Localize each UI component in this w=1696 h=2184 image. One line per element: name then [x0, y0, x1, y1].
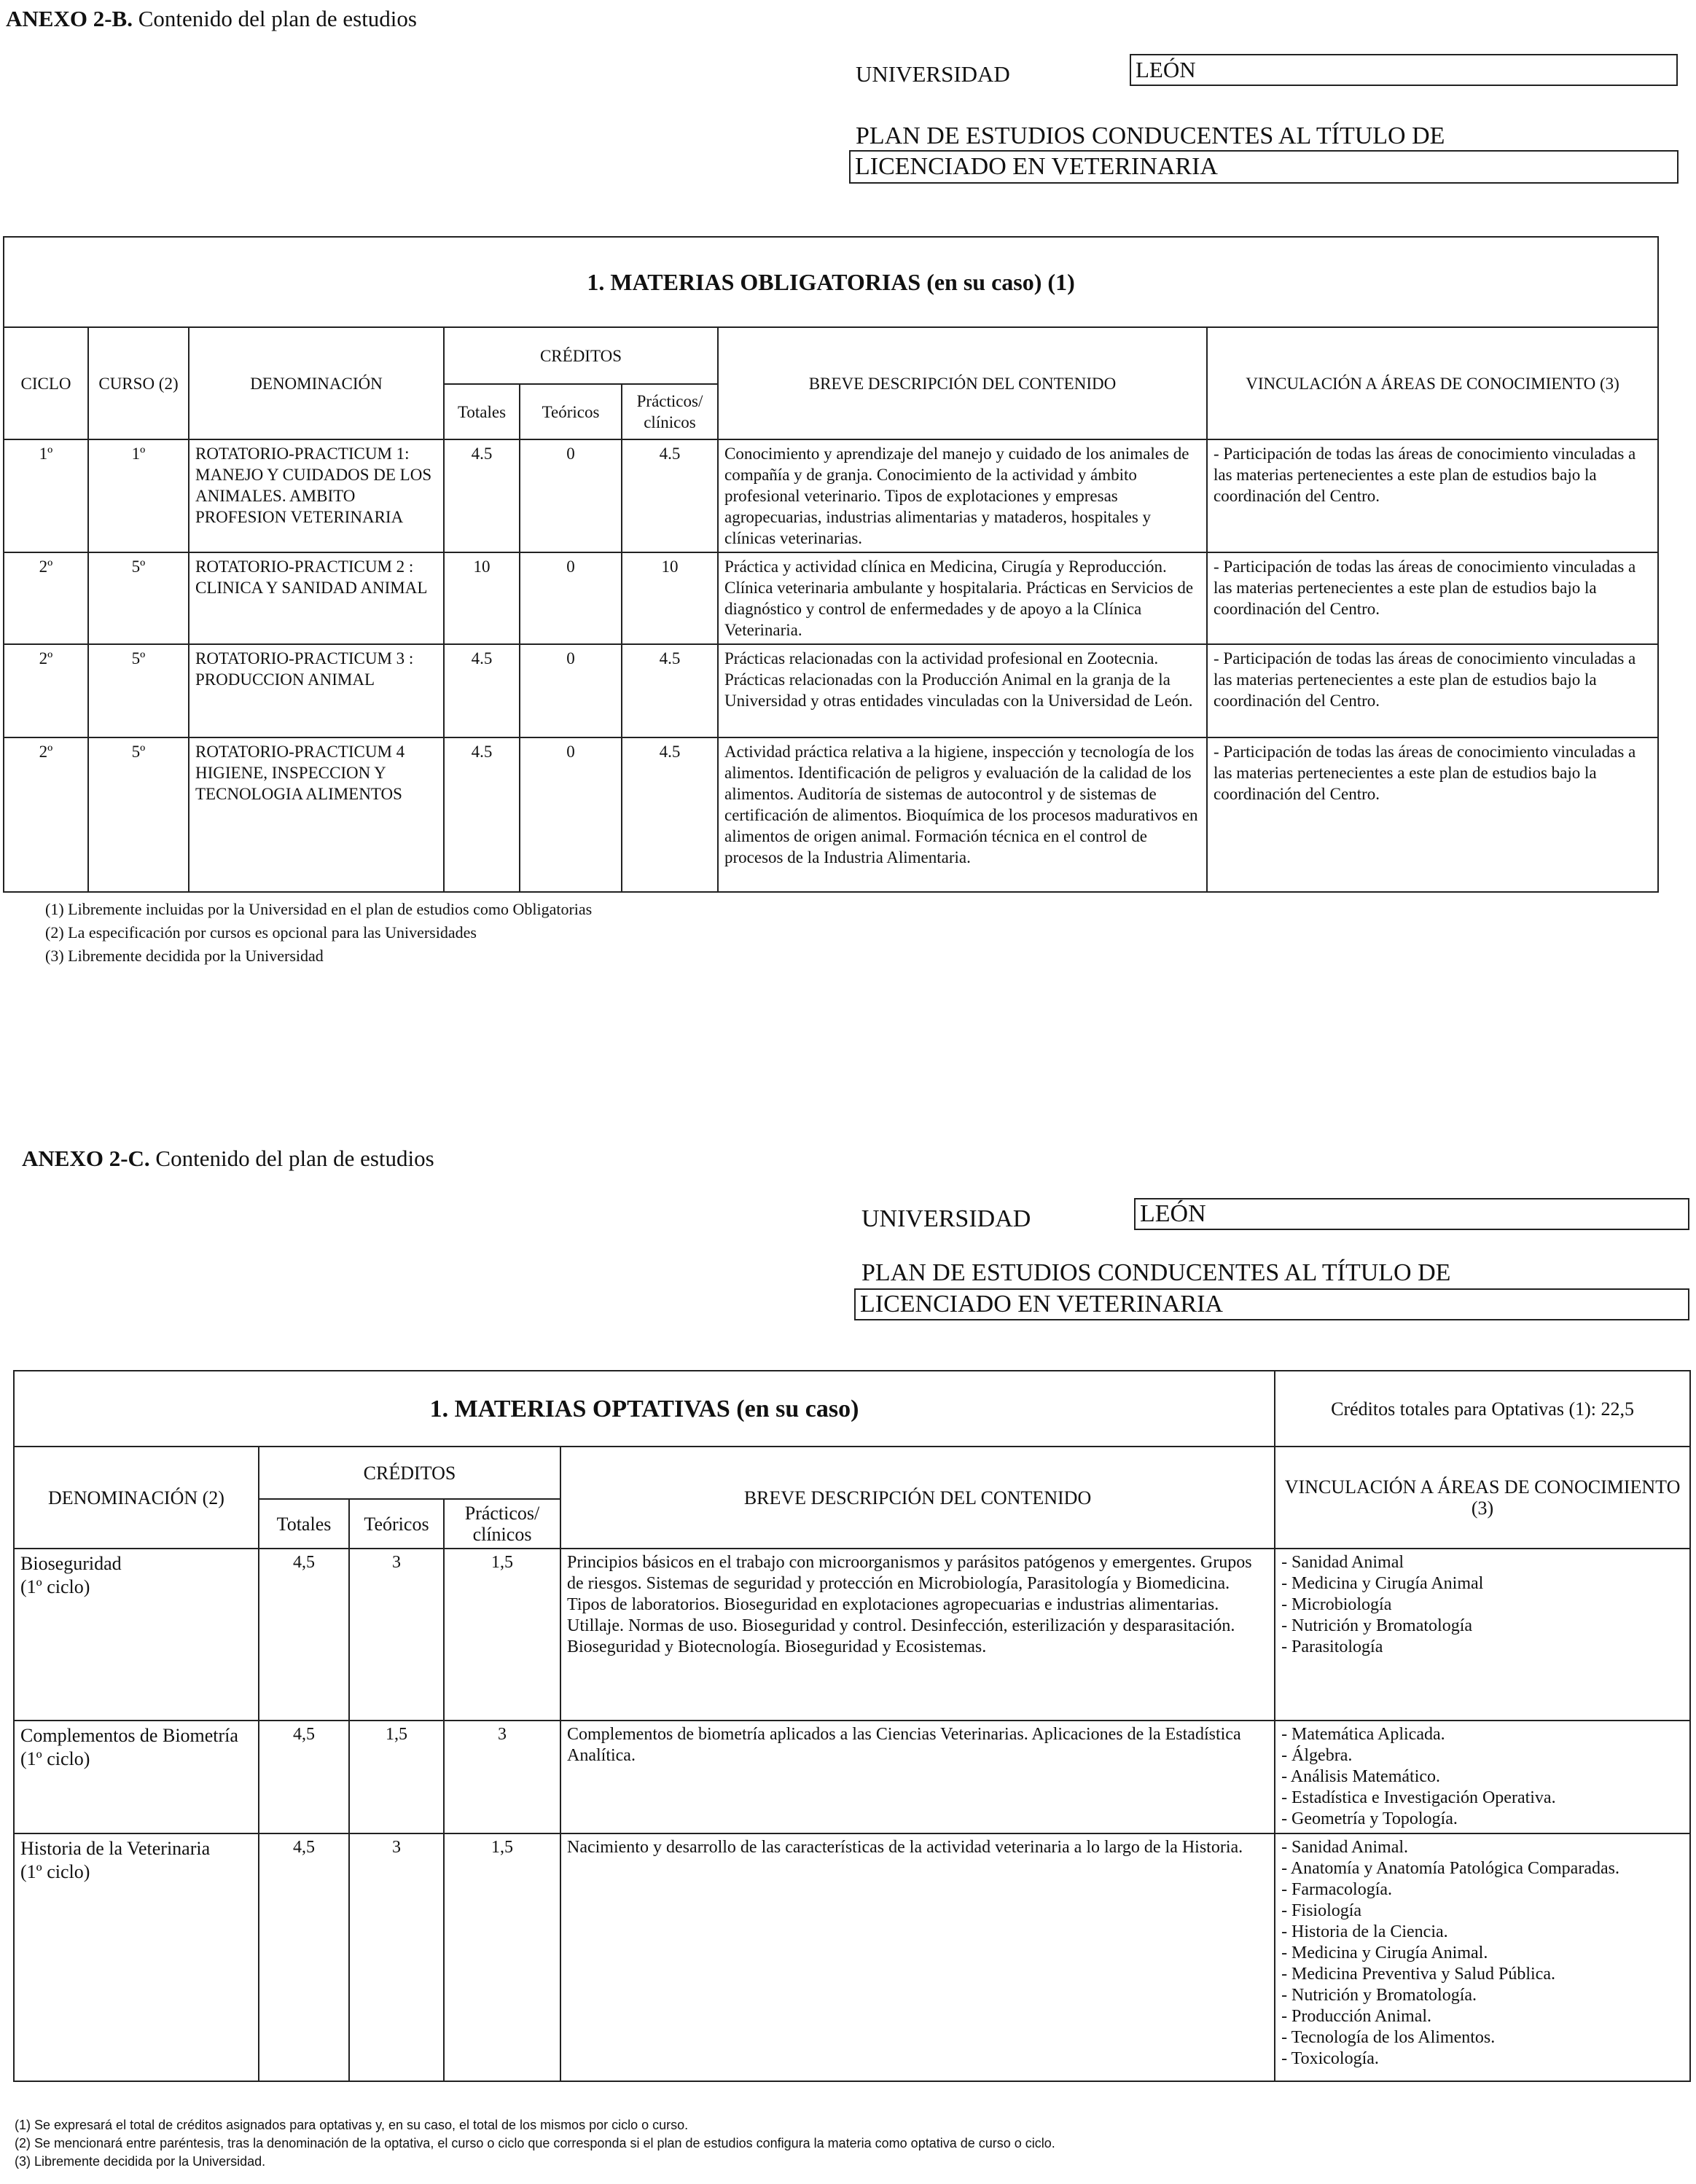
cell-curso: 5º — [88, 644, 189, 737]
annex-c-footnotes — [15, 2116, 1055, 2171]
cell-practicos: 1,5 — [444, 1833, 560, 2081]
cell-denominacion: Bioseguridad (1º ciclo) — [14, 1549, 259, 1721]
header-teoricos: Teóricos — [520, 384, 622, 439]
annex-b-heading-rest: Contenido del plan de estudios — [138, 6, 417, 31]
cell-descripcion: Nacimiento y desarrollo de las características de la actividad veterinaria a lo largo de la Historia. — [560, 1833, 1275, 2081]
cell-teoricos: 3 — [349, 1549, 444, 1721]
header-practicos: Prácticos/ clínicos — [622, 384, 718, 439]
cell-practicos: 10 — [622, 552, 718, 644]
cell-practicos: 4.5 — [622, 644, 718, 737]
header-practicos: Prácticos/ clínicos — [444, 1499, 560, 1549]
footnote: (1) Se expresará el total de créditos asignados para optativas y, en su caso, el total de los mismos por ciclo o curso. — [15, 2118, 689, 2132]
cell-denominacion: Complementos de Biometría (1º ciclo) — [14, 1721, 259, 1833]
table-row — [14, 1833, 1690, 2081]
cell-practicos: 3 — [444, 1721, 560, 1833]
table-row — [4, 552, 1658, 644]
cell-teoricos: 0 — [520, 552, 622, 644]
cell-denominacion: ROTATORIO-PRACTICUM 4 HIGIENE, INSPECCION Y TECNOLOGIA ALIMENTOS — [189, 737, 444, 892]
header-totales: Totales — [444, 384, 520, 439]
annex-c-university-value: LEÓN — [1140, 1200, 1206, 1227]
cell-totales: 4,5 — [259, 1721, 349, 1833]
footnote: (1) Libremente incluidas por la Universidad en el plan de estudios como Obligatorias — [45, 900, 593, 918]
table-row — [14, 1721, 1690, 1833]
header-vinculacion: VINCULACIÓN A ÁREAS DE CONOCIMIENTO (3) — [1275, 1447, 1690, 1549]
cell-vinculacion: - Participación de todas las áreas de conocimiento vinculadas a las materias pertenecientes a este plan de estudios bajo la coordinación del Centro. — [1207, 439, 1658, 552]
cell-teoricos: 0 — [520, 644, 622, 737]
cell-denominacion: ROTATORIO-PRACTICUM 2 : CLINICA Y SANIDAD ANIMAL — [189, 552, 444, 644]
cell-vinculacion: - Matemática Aplicada. - Álgebra. - Análisis Matemático. - Estadística e Investigación Operativa. - Geometría y Topología. — [1275, 1721, 1690, 1833]
cell-totales: 4,5 — [259, 1833, 349, 2081]
cell-vinculacion: - Participación de todas las áreas de conocimiento vinculadas a las materias pertenecientes a este plan de estudios bajo la coordinación del Centro. — [1207, 644, 1658, 737]
footnote: (2) Se mencionará entre paréntesis, tras la denominación de la optativa, el curso o ciclo que corresponda si el plan de estudios configura la materia como optativa de curso o ciclo. — [15, 2136, 1055, 2150]
header-vinculacion: VINCULACIÓN A ÁREAS DE CONOCIMIENTO (3) — [1207, 327, 1658, 439]
cell-vinculacion: - Sanidad Animal - Medicina y Cirugía Animal - Microbiología - Nutrición y Bromatología - Parasitología — [1275, 1549, 1690, 1721]
obligatorias-title-text: 1. MATERIAS OBLIGATORIAS (en su caso) (1) — [587, 268, 1075, 295]
annex-c-university-label: UNIVERSIDAD — [861, 1205, 1031, 1232]
cell-ciclo: 2º — [4, 552, 88, 644]
cell-denominacion: ROTATORIO-PRACTICUM 3 : PRODUCCION ANIMAL — [189, 644, 444, 737]
annex-c-heading-rest: Contenido del plan de estudios — [155, 1146, 434, 1171]
annex-b-university-value: LEÓN — [1136, 57, 1196, 82]
cell-teoricos: 0 — [520, 439, 622, 552]
table-row — [14, 1549, 1690, 1721]
header-curso: CURSO (2) — [88, 327, 189, 439]
cell-totales: 4.5 — [444, 644, 520, 737]
cell-practicos: 4.5 — [622, 737, 718, 892]
obligatorias-table — [3, 236, 1659, 893]
annex-b-heading-bold: ANEXO 2-B. — [6, 6, 133, 31]
cell-denominacion: ROTATORIO-PRACTICUM 1: MANEJO Y CUIDADOS DE LOS ANIMALES. AMBITO PROFESION VETERINARIA — [189, 439, 444, 552]
annex-b-university-field — [1130, 54, 1678, 86]
cell-vinculacion: - Participación de todas las áreas de conocimiento vinculadas a las materias pertenecientes a este plan de estudios bajo la coordinación del Centro. — [1207, 552, 1658, 644]
cell-totales: 4,5 — [259, 1549, 349, 1721]
annex-c-plan-label: PLAN DE ESTUDIOS CONDUCENTES AL TÍTULO DE — [861, 1259, 1451, 1286]
cell-vinculacion: - Sanidad Animal. - Anatomía y Anatomía Patológica Comparadas. - Farmacología. - Fisiología - Historia de la Ciencia. - Medicina y Cirugía Animal. - Medicina Preventiva y Salud Pública. - Nutrición y Bromatología. - Producción Animal. - Tecnología de los Alimentos. - Toxicología. — [1275, 1833, 1690, 2081]
cell-denominacion: Historia de la Veterinaria (1º ciclo) — [14, 1833, 259, 2081]
header-creditos: CRÉDITOS — [259, 1447, 560, 1499]
cell-descripcion: Complementos de biometría aplicados a las Ciencias Veterinarias. Aplicaciones de la Estadística Analítica. — [560, 1721, 1275, 1833]
annex-b-plan-field — [849, 150, 1679, 184]
cell-ciclo: 2º — [4, 644, 88, 737]
footnote: (2) La especificación por cursos es opcional para las Universidades — [45, 923, 477, 942]
header-denominacion: DENOMINACIÓN (2) — [14, 1447, 259, 1549]
header-descripcion: BREVE DESCRIPCIÓN DEL CONTENIDO — [560, 1447, 1275, 1549]
cell-curso: 5º — [88, 737, 189, 892]
cell-practicos: 1,5 — [444, 1549, 560, 1721]
cell-curso: 1º — [88, 439, 189, 552]
cell-totales: 10 — [444, 552, 520, 644]
annex-b-heading — [6, 6, 417, 32]
cell-vinculacion: - Participación de todas las áreas de conocimiento vinculadas a las materias pertenecientes a este plan de estudios bajo la coordinación del Centro. — [1207, 737, 1658, 892]
cell-descripcion: Principios básicos en el trabajo con microorganismos y parásitos patógenos y emergentes. Grupos de riesgos. Sistemas de seguridad y protección en Microbiología, Parasitología y Biomedicina. Tipos de laboratorios. Bioseguridad en explotaciones agropecuarias e industrias alimentarias. Utillaje. Normas de uso. Bioseguridad y control. Desinfección, esterilización y desparasitación. Bioseguridad y Biotecnología. Bioseguridad y Ecosistemas. — [560, 1549, 1275, 1721]
optativas-title-text: 1. MATERIAS OPTATIVAS (en su caso) — [429, 1395, 859, 1422]
header-teoricos: Teóricos — [349, 1499, 444, 1549]
optativas-table — [13, 1370, 1691, 2082]
footnote: (3) Libremente decidida por la Universidad — [45, 947, 324, 965]
annex-b-university-label: UNIVERSIDAD — [856, 61, 1010, 87]
cell-descripcion: Conocimiento y aprendizaje del manejo y cuidado de los animales de compañía y de granja. Conocimiento de la actividad y ámbito profesional veterinario. Tipos de explotaciones y empresas agropecuarias, industrias alimentarias y mataderos, hospitales y clínicas veterinarias. — [718, 439, 1207, 552]
optativas-total-credits: Créditos totales para Optativas (1): 22,5 — [1275, 1371, 1690, 1447]
header-ciclo: CICLO — [4, 327, 88, 439]
obligatorias-title — [4, 237, 1658, 327]
table-row — [4, 439, 1658, 552]
annex-c-heading — [22, 1146, 434, 1172]
cell-totales: 4.5 — [444, 439, 520, 552]
table-row — [4, 737, 1658, 892]
cell-teoricos: 1,5 — [349, 1721, 444, 1833]
table-row — [4, 644, 1658, 737]
annex-b-plan-label: PLAN DE ESTUDIOS CONDUCENTES AL TÍTULO DE — [856, 122, 1445, 149]
optativas-title — [14, 1371, 1275, 1447]
annex-b-plan-value: LICENCIADO EN VETERINARIA — [855, 153, 1218, 180]
cell-practicos: 4.5 — [622, 439, 718, 552]
footnote: (3) Libremente decidida por la Universidad. — [15, 2154, 266, 2169]
header-descripcion: BREVE DESCRIPCIÓN DEL CONTENIDO — [718, 327, 1207, 439]
annex-c-plan-value: LICENCIADO EN VETERINARIA — [860, 1291, 1223, 1318]
annex-c-university-field — [1134, 1198, 1689, 1230]
cell-teoricos: 0 — [520, 737, 622, 892]
cell-teoricos: 3 — [349, 1833, 444, 2081]
header-denominacion: DENOMINACIÓN — [189, 327, 444, 439]
cell-curso: 5º — [88, 552, 189, 644]
annex-c-plan-field — [854, 1288, 1689, 1320]
cell-descripcion: Actividad práctica relativa a la higiene, inspección y tecnología de los alimentos. Identificación de peligros y evaluación de la calidad de los alimentos. Auditoría de sistemas de autocontrol y de sistemas de certificación de alimentos. Bioquímica de los procesos madurativos en alimentos de origen animal. Formación técnica en el control de procesos de la Industria Alimentaria. — [718, 737, 1207, 892]
header-totales: Totales — [259, 1499, 349, 1549]
cell-descripcion: Prácticas relacionadas con la actividad profesional en Zootecnia. Prácticas relacionadas con la Producción Animal en la granja de la Universidad y otras entidades vinculadas con la Universidad de León. — [718, 644, 1207, 737]
cell-ciclo: 1º — [4, 439, 88, 552]
annex-c-heading-bold: ANEXO 2-C. — [22, 1146, 150, 1171]
cell-totales: 4.5 — [444, 737, 520, 892]
cell-descripcion: Práctica y actividad clínica en Medicina, Cirugía y Reproducción. Clínica veterinaria ambulante y hospitalaria. Prácticas en Servicios de diagnóstico y control de enfermedades y de apoyo a la Clínica Veterinaria. — [718, 552, 1207, 644]
cell-ciclo: 2º — [4, 737, 88, 892]
annex-b-footnotes — [45, 898, 592, 968]
header-creditos: CRÉDITOS — [444, 327, 718, 384]
